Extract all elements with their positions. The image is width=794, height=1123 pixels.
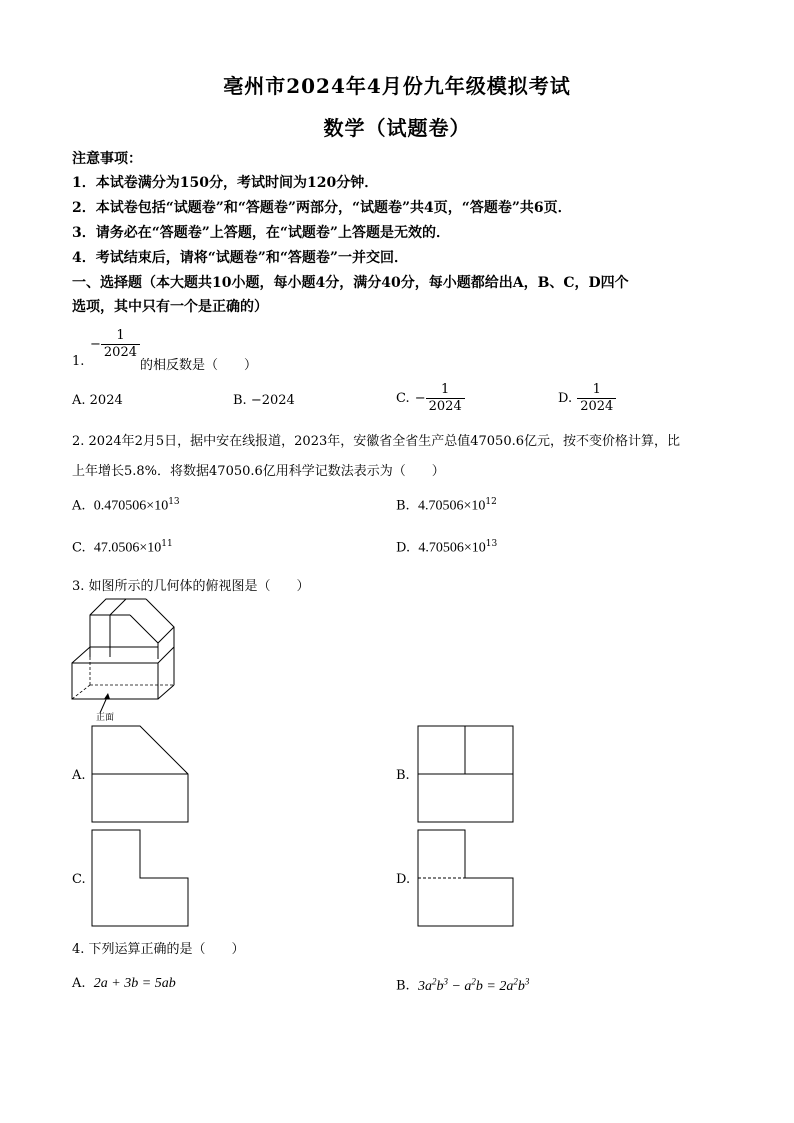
option-value: 4.70506×10: [418, 540, 486, 556]
q1-option-b: B. −2024: [233, 393, 295, 408]
q3-option-b-figure[interactable]: [416, 724, 516, 826]
option-value: 47.0506×10: [93, 540, 162, 556]
page-subtitle: 数学（试题卷）: [323, 116, 471, 140]
option-label: A.: [72, 976, 86, 991]
option-label: B.: [396, 498, 410, 514]
option-expression: $3a^2b^3 - a^2b = 2a^2b^3$: [417, 976, 530, 994]
denominator: 2024: [580, 399, 614, 414]
exponent: 13: [168, 497, 180, 507]
option-label: A.: [72, 498, 86, 514]
minus-sign: −: [90, 337, 101, 352]
q1-option-a: A. 2024: [72, 393, 123, 408]
q3-option-d-figure[interactable]: [416, 828, 516, 930]
minus-sign: −: [414, 391, 426, 406]
note-item: 3．请务必在“答题卷”上答题，在“试题卷”上答题是无效的．: [72, 225, 450, 241]
notes-heading: 注意事项：: [72, 151, 142, 167]
q2-option-a: [72, 497, 180, 514]
solid-figure: [68, 595, 188, 725]
q1-option-c: [396, 382, 465, 415]
section-heading-cont: 选项，其中只有一个是正确的）: [72, 299, 268, 315]
fraction: [577, 382, 616, 415]
page-title: 亳州市2024年4月份九年级模拟考试: [223, 74, 571, 98]
q1-stem: 的相反数是（ ）: [140, 358, 258, 373]
q1-option-d: [558, 382, 616, 415]
numerator: 1: [577, 382, 616, 399]
option-label: C.: [72, 540, 86, 556]
q3-option-b-label: B.: [396, 768, 410, 783]
q2-stem-line1: 2. 2024年2月5日，据中安在线报道，2023年，安徽省全省生产总值47050.6亿元，按不变价格计算，比: [72, 434, 681, 449]
option-label: D.: [396, 540, 411, 556]
q2-option-d: [396, 539, 497, 556]
denominator: 2024: [428, 399, 462, 414]
exponent: 11: [161, 539, 173, 549]
note-item: 2．本试卷包括“试题卷”和“答题卷”两部分，“试题卷”共4页，“答题卷”共6页．: [72, 200, 572, 216]
note-item: 4．考试结束后，请将“试题卷”和“答题卷”一并交回．: [72, 250, 408, 266]
q3-option-c-label: C.: [72, 872, 86, 887]
q3-option-a-figure[interactable]: [90, 724, 192, 826]
exponent: 13: [485, 539, 498, 549]
option-label: B.: [396, 978, 410, 994]
section-heading: 一、选择题（本大题共10小题，每小题4分，满分40分，每小题都给出A，B、C，D四个: [72, 275, 629, 291]
q2-option-b: [396, 497, 497, 514]
q1-number: 1.: [72, 354, 85, 369]
numerator: 1: [101, 328, 140, 345]
q4-option-b: [396, 976, 529, 995]
note-item: 1．本试卷满分为150分，考试时间为120分钟．: [72, 175, 379, 191]
q3-stem: 3. 如图所示的几何体的俯视图是（ ）: [72, 579, 310, 594]
q3-option-c-figure[interactable]: [90, 828, 192, 930]
q4-stem: 4. 下列运算正确的是（ ）: [72, 942, 245, 957]
q4-option-a: [72, 976, 176, 992]
exponent: 12: [485, 497, 497, 507]
fraction: [426, 382, 465, 415]
q3-option-d-label: D.: [396, 872, 411, 887]
option-value: 0.470506×10: [93, 498, 169, 514]
q2-option-c: [72, 539, 173, 556]
option-label: D.: [558, 391, 573, 406]
numerator: 1: [426, 382, 465, 399]
q1-expression: [90, 328, 140, 361]
q2-stem-line2: 上年增长5.8%．将数据47050.6亿用科学记数法表示为（ ）: [72, 464, 445, 479]
option-value: 4.70506×10: [417, 498, 486, 514]
q3-option-a-label: A.: [72, 768, 86, 783]
fraction: [101, 328, 140, 361]
option-expression: 2a + 3b = 5ab: [93, 976, 176, 991]
denominator: 2024: [103, 345, 137, 360]
front-label: 正面: [96, 713, 115, 723]
option-label: C.: [396, 391, 410, 406]
